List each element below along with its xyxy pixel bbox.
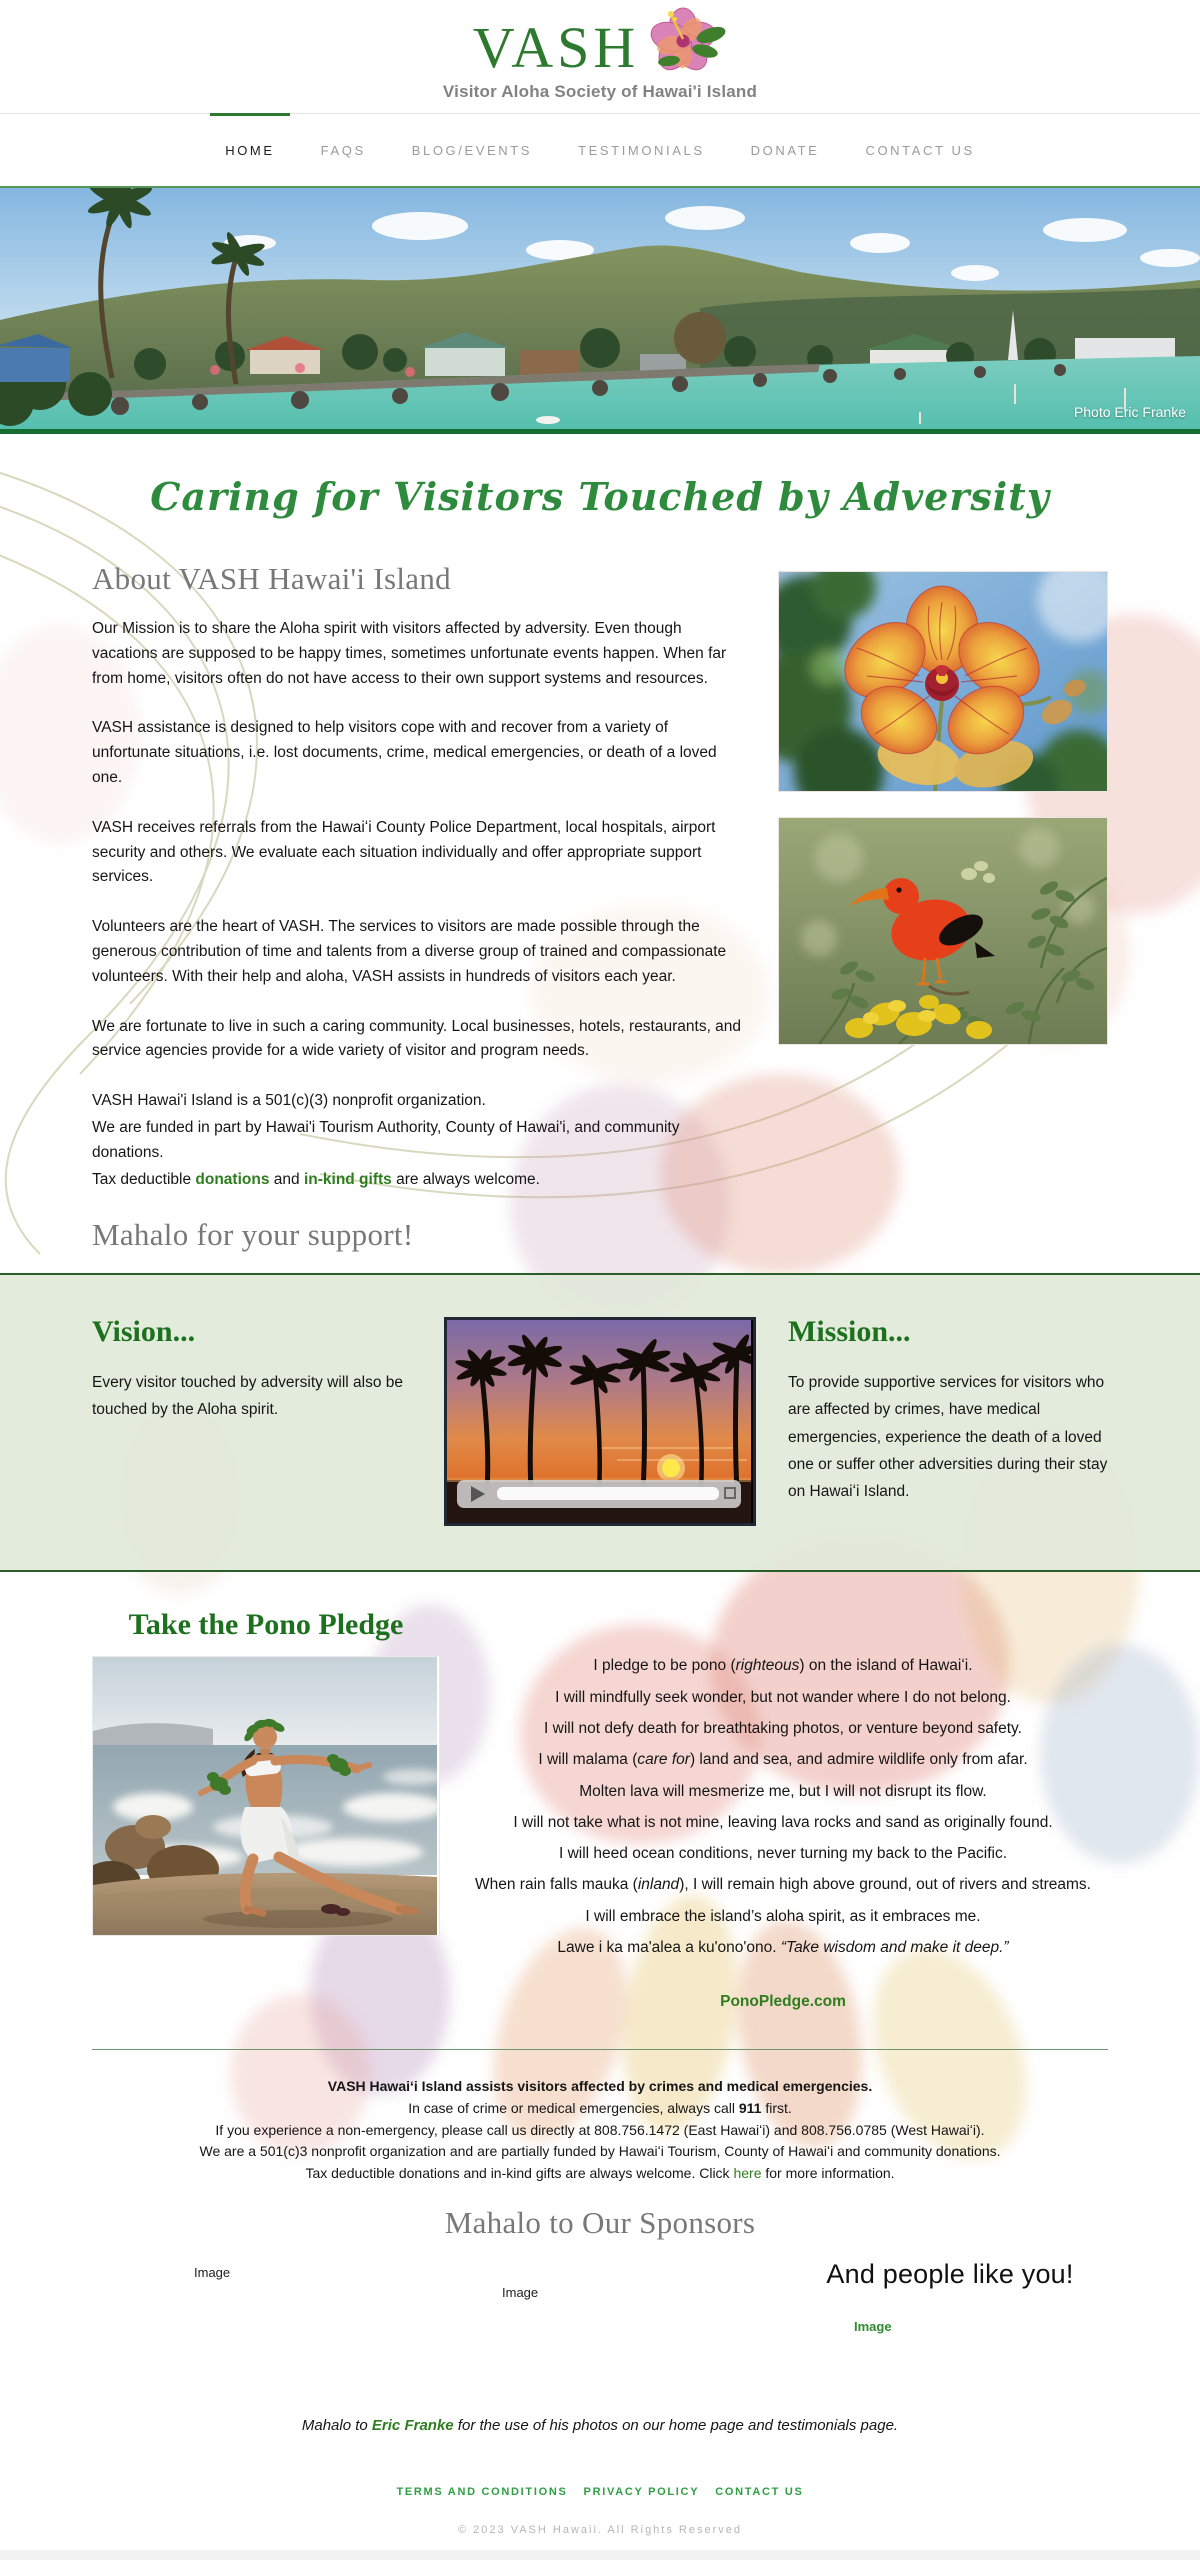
text: Tax deductible [92, 1170, 196, 1188]
nav-item-testimonials[interactable] [555, 114, 728, 186]
iiwi-bird-photo [778, 817, 1108, 1045]
photo-credit-note: Mahalo to Eric Franke for the use of his photos on our home page and testimonials page. [301, 2416, 899, 2434]
main-content [0, 434, 1200, 2464]
hero-banner [0, 186, 1200, 434]
pledge-line: I will heed ocean conditions, never turning my back to the Pacific. [558, 1845, 1008, 1863]
about-paragraph: Our Mission is to share the Aloha spirit with visitors affected by adversity. Even though vacations are supposed to be happy times, sometimes unfortunate events happen. When far from home, visitors often do not have access to their own support systems and resources. [92, 620, 727, 687]
about-paragraph: VASH assistance is designed to help visitors cope with and recover from a variety of unfortunate situations, i.e. lost documents, crime, medical emergencies, or death of a loved one. [92, 719, 717, 786]
pledge-line: I will embrace the island’s aloha spirit, as it embraces me. [585, 1907, 981, 1925]
nav-label: DONATE [750, 143, 820, 158]
info-line: If you experience a non-emergency, please call us directly at 808.756.1472 (East Hawaiʻi) and 808.756.0785 (West Hawaiʻi). [215, 2121, 985, 2138]
nav-item-blog-events[interactable] [389, 114, 555, 186]
about-paragraph: We are funded in part by Hawai'i Tourism Authority, County of Hawai'i, and community donations. [92, 1118, 680, 1161]
pledge-line: Lawe i ka ma'alea a ku'ono'ono. “Take wisdom and make it deep.” [557, 1939, 1009, 1957]
about-paragraph: VASH receives referrals from the Hawaiʻi County Police Department, local hospitals, airport security and others. We evaluate each situation individually and offer appropriate support services. [92, 818, 716, 886]
pledge-line: I will mindfully seek wonder, but not wander where I do not belong. [555, 1688, 1011, 1706]
nav-item-home[interactable] [202, 114, 297, 186]
pledge-text [458, 1608, 1108, 2011]
about-paragraph: VASH Hawai'i Island is a 501(c)(3) nonprofit organization. [92, 1092, 486, 1110]
pledge-line: Molten lava will mesmerize me, but I will not disrupt its flow. [579, 1782, 987, 1800]
text: and [269, 1170, 304, 1188]
about-photos [778, 557, 1108, 1273]
page-title: Caring for Visitors Touched by Adversity [150, 474, 1050, 519]
footer-link-privacy[interactable]: PRIVACY POLICY [583, 2485, 700, 2498]
pono-pledge-heading: Take the Pono Pledge [128, 1608, 404, 1642]
mission-heading: Mission... [788, 1315, 911, 1349]
sponsors-section [92, 2205, 1108, 2415]
info-line: In case of crime or medical emergencies, always call 911 first. [408, 2100, 792, 2116]
donations-link[interactable]: donations [195, 1170, 270, 1188]
footer-link-terms[interactable]: TERMS AND CONDITIONS [396, 2485, 568, 2498]
video-controls [457, 1480, 741, 1508]
support-heading: Mahalo for your support! [92, 1217, 414, 1253]
sponsor-image-placeholder-1[interactable]: Image [194, 2264, 231, 2280]
nav-label: TESTIMONIALS [578, 143, 705, 158]
nav-item-faqs[interactable] [298, 114, 389, 186]
vision-column [92, 1315, 412, 1526]
video-column [444, 1317, 756, 1526]
text: are always welcome. [391, 1170, 540, 1188]
sponsor-image-placeholder-3[interactable]: Image [854, 2318, 892, 2334]
pledge-line: I will not defy death for breathtaking photos, or venture beyond safety. [544, 1719, 1022, 1737]
pledge-line: I will not take what is not mine, leaving lava rocks and sand as originally found. [513, 1813, 1053, 1831]
sponsors-heading: Mahalo to Our Sponsors [444, 2204, 756, 2240]
vision-mission-band [0, 1273, 1200, 1572]
vision-text: Every visitor touched by adversity will also be touched by the Aloha spirit. [92, 1374, 403, 1419]
about-paragraph [92, 1168, 748, 1193]
orchid-photo [778, 571, 1108, 792]
nav-label: CONTACT US [865, 143, 975, 158]
in-kind-gifts-link[interactable]: in-kind gifts [303, 1170, 392, 1188]
logo[interactable] [0, 10, 1200, 78]
logo-text: VASH [472, 15, 640, 80]
copyright-text: © 2023 VASH Hawaii. All Rights Reserved [458, 2523, 742, 2536]
hibiscus-icon [649, 7, 727, 76]
info-line: Tax deductible donations and in-kind gifts are always welcome. Click here for more information. [305, 2165, 895, 2182]
footer-link-contact[interactable]: CONTACT US [715, 2485, 804, 2498]
site-footer [0, 2464, 1200, 2560]
pono-pledge-section [92, 1572, 1108, 2045]
ponopledge-link[interactable]: PonoPledge.com [720, 1993, 846, 2011]
about-section [92, 545, 1108, 1273]
emergency-info [92, 2050, 1108, 2190]
pledge-line: I will malama (care for) land and sea, and admire wildlife only from afar. [538, 1751, 1028, 1769]
info-line: We are a 501(c)3 nonprofit organization and are partially funded by Hawaiʻi Tourism, County of Hawaiʻi and community donations. [199, 2143, 1001, 2160]
mission-column [788, 1315, 1108, 1526]
mission-text: To provide supportive services for visitors who are affected by crimes, have medical emergencies, experience the death of a loved one or suffer other adversities during their stay on Hawaiʻi Island. [788, 1374, 1108, 1500]
main-nav [0, 113, 1200, 186]
about-paragraph: We are fortunate to live in such a caring community. Local businesses, hotels, restaurants, and service agencies provide for a wide variety of visitor and program needs. [92, 1017, 742, 1060]
vision-heading: Vision... [92, 1315, 196, 1349]
more-info-link[interactable]: here [733, 2165, 762, 2182]
people-like-you-text: And people like you! [826, 2258, 1074, 2289]
nav-label: FAQS [320, 143, 366, 158]
video-player[interactable] [444, 1317, 756, 1526]
nav-label: HOME [225, 143, 275, 158]
site-tagline: Visitor Aloha Society of Hawai'i Island [442, 82, 758, 101]
about-heading: About VASH Hawai'i Island [92, 561, 451, 596]
hero-photo-credit: Photo Eric Franke [1073, 404, 1186, 420]
about-paragraph: Volunteers are the heart of VASH. The services to visitors are made possible through the generous contribution of time and talents from a diverse group of trained and compassionate volunteers. With their help and aloha, VASH assists in hundreds of visitors each year. [92, 918, 727, 985]
sponsor-image-placeholder-2[interactable]: Image [502, 2284, 539, 2300]
pledge-line: I pledge to be pono (righteous) on the island of Hawaiʻi. [593, 1657, 973, 1675]
eric-franke-link[interactable]: Eric Franke [371, 2416, 454, 2434]
site-header [0, 0, 1200, 113]
nav-item-contact-us[interactable] [842, 114, 997, 186]
hula-dancer-photo [92, 1656, 440, 1936]
nav-label: BLOG/EVENTS [411, 143, 533, 158]
pledge-line: When rain falls mauka (inland), I will remain high above ground, out of rivers and streams. [475, 1876, 1091, 1894]
page-bottom-strip [0, 2550, 1200, 2560]
info-line: VASH Hawaiʻi Island assists visitors affected by crimes and medical emergencies. [327, 2078, 873, 2095]
nav-item-donate[interactable] [728, 114, 843, 186]
hero-photo [0, 188, 1200, 429]
